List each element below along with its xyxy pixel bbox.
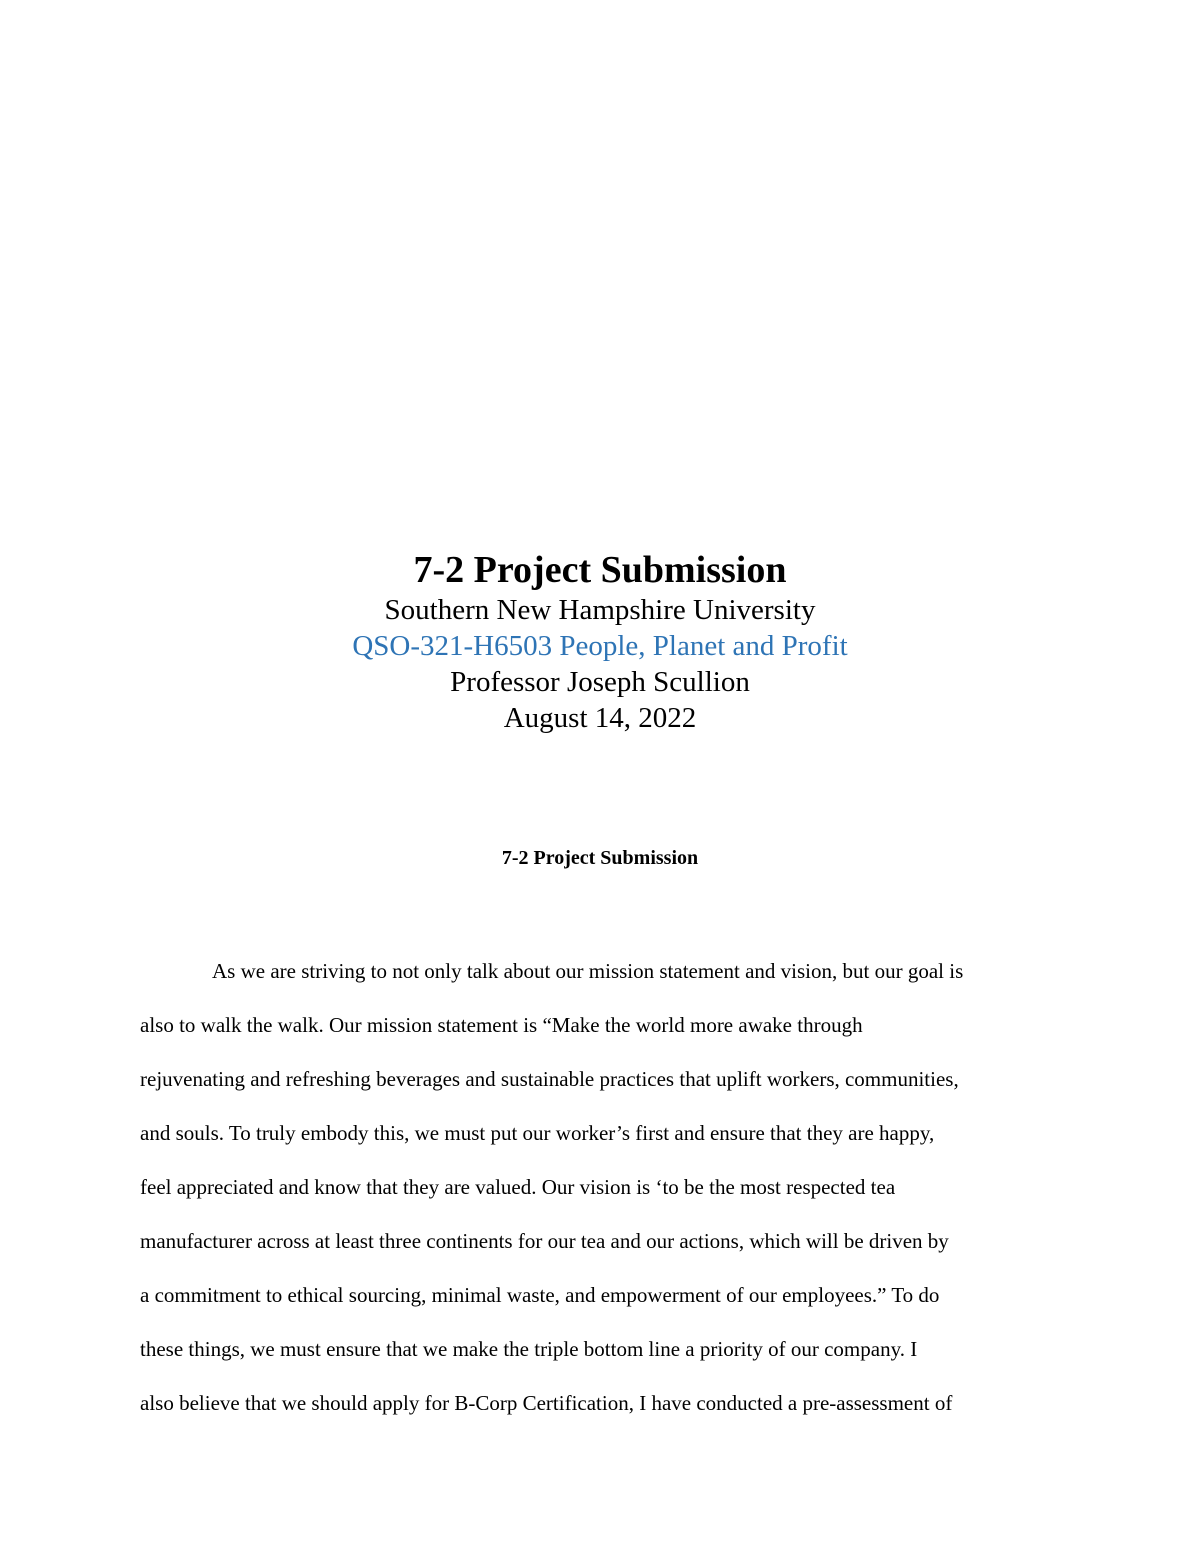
university-name: Southern New Hampshire University (384, 594, 816, 626)
professor-name: Professor Joseph Scullion (450, 666, 750, 698)
title-page-block (0, 548, 1200, 736)
paragraph-line: also to walk the walk. Our mission statement is “Make the world more awake through (140, 1013, 863, 1037)
body-paragraph (140, 944, 1062, 1430)
paragraph-line: also believe that we should apply for B-Corp Certification, I have conducted a pre-assessment of (140, 1391, 953, 1415)
paragraph-line: As we are striving to not only talk about our mission statement and vision, but our goal is (212, 959, 964, 983)
paragraph-line: manufacturer across at least three continents for our tea and our actions, which will be driven by (140, 1229, 949, 1253)
section-heading: 7-2 Project Submission (501, 847, 699, 869)
paragraph-line: feel appreciated and know that they are valued. Our vision is ‘to be the most respected tea (140, 1175, 896, 1199)
paragraph-line: these things, we must ensure that we make the triple bottom line a priority of our company. I (140, 1337, 918, 1361)
paragraph-line: a commitment to ethical sourcing, minimal waste, and empowerment of our employees.” To do (140, 1283, 940, 1307)
document-title: 7-2 Project Submission (413, 549, 787, 591)
paragraph-line: rejuvenating and refreshing beverages and sustainable practices that uplift workers, communities, (140, 1067, 959, 1091)
submission-date: August 14, 2022 (503, 702, 697, 734)
paragraph-line: and souls. To truly embody this, we must put our worker’s first and ensure that they are happy, (140, 1121, 935, 1145)
course-name: QSO-321-H6503 People, Planet and Profit (352, 630, 848, 662)
